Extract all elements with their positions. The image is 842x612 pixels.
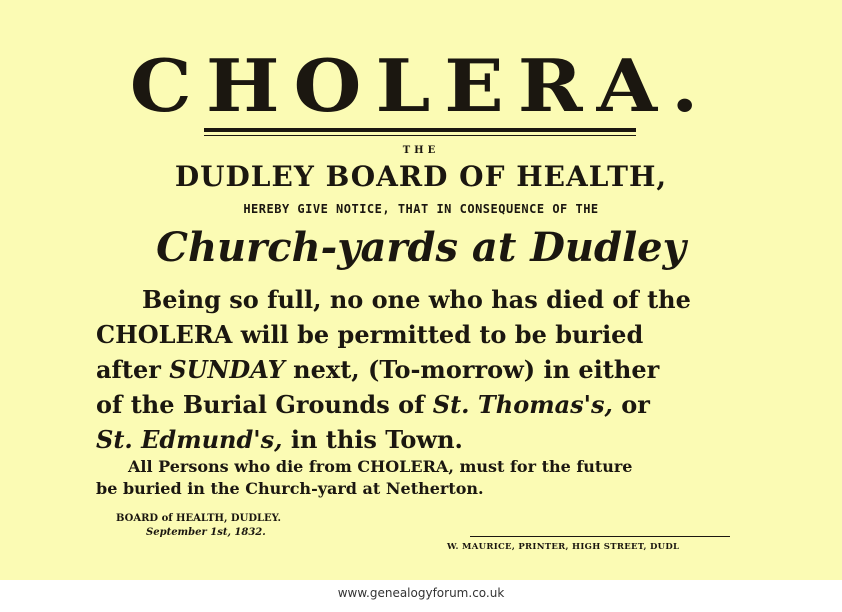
body-line-3-end: next, (To-morrow) in either [284, 355, 660, 384]
body-line-5-end: in this Town. [282, 425, 463, 454]
printer-credit: W. MAURICE, PRINTER, HIGH STREET, DUDL [447, 542, 680, 552]
notice-line: HEREBY GIVE NOTICE, THAT IN CONSEQUENCE OF THE [243, 202, 599, 216]
signature-block [116, 512, 281, 540]
body-line-2: CHOLERA will be permitted to be buried [96, 320, 644, 349]
persons-notice [96, 456, 766, 500]
poster-title: CHOLERA. [129, 44, 713, 129]
body-line-3 [96, 352, 766, 387]
body-line-1: Being so full, no one who has died of the [142, 285, 691, 314]
body-line-3-start: after [96, 355, 170, 384]
signature-name: BOARD of HEALTH, DUDLEY. [116, 513, 281, 524]
the-label: THE [402, 145, 440, 156]
body-line-4-start: of the Burial Grounds of [96, 390, 433, 419]
st-thomas-text: St. Thomas's, [432, 390, 613, 419]
printer-rule [470, 536, 730, 537]
persons-line-2: be buried in the Church-yard at Netherton. [96, 479, 484, 498]
sunday-text: SUNDAY [169, 355, 285, 384]
main-notice-text [96, 282, 766, 457]
board-heading: DUDLEY BOARD OF HEALTH, [174, 160, 668, 193]
churchyards-heading: Church-yards at Dudley [156, 224, 686, 271]
persons-line-1: All Persons who die from CHOLERA, must for the future [128, 457, 633, 476]
body-line-5 [96, 422, 766, 457]
watermark-link[interactable]: www.genealogyforum.co.uk [337, 586, 505, 600]
st-edmund-text: St. Edmund's, [96, 425, 283, 454]
signature-date: September 1st, 1832. [146, 527, 266, 538]
title-underline-thin [204, 135, 636, 136]
title-underline-thick [204, 128, 636, 132]
body-line-4 [96, 387, 766, 422]
body-line-4-end: or [612, 390, 650, 419]
